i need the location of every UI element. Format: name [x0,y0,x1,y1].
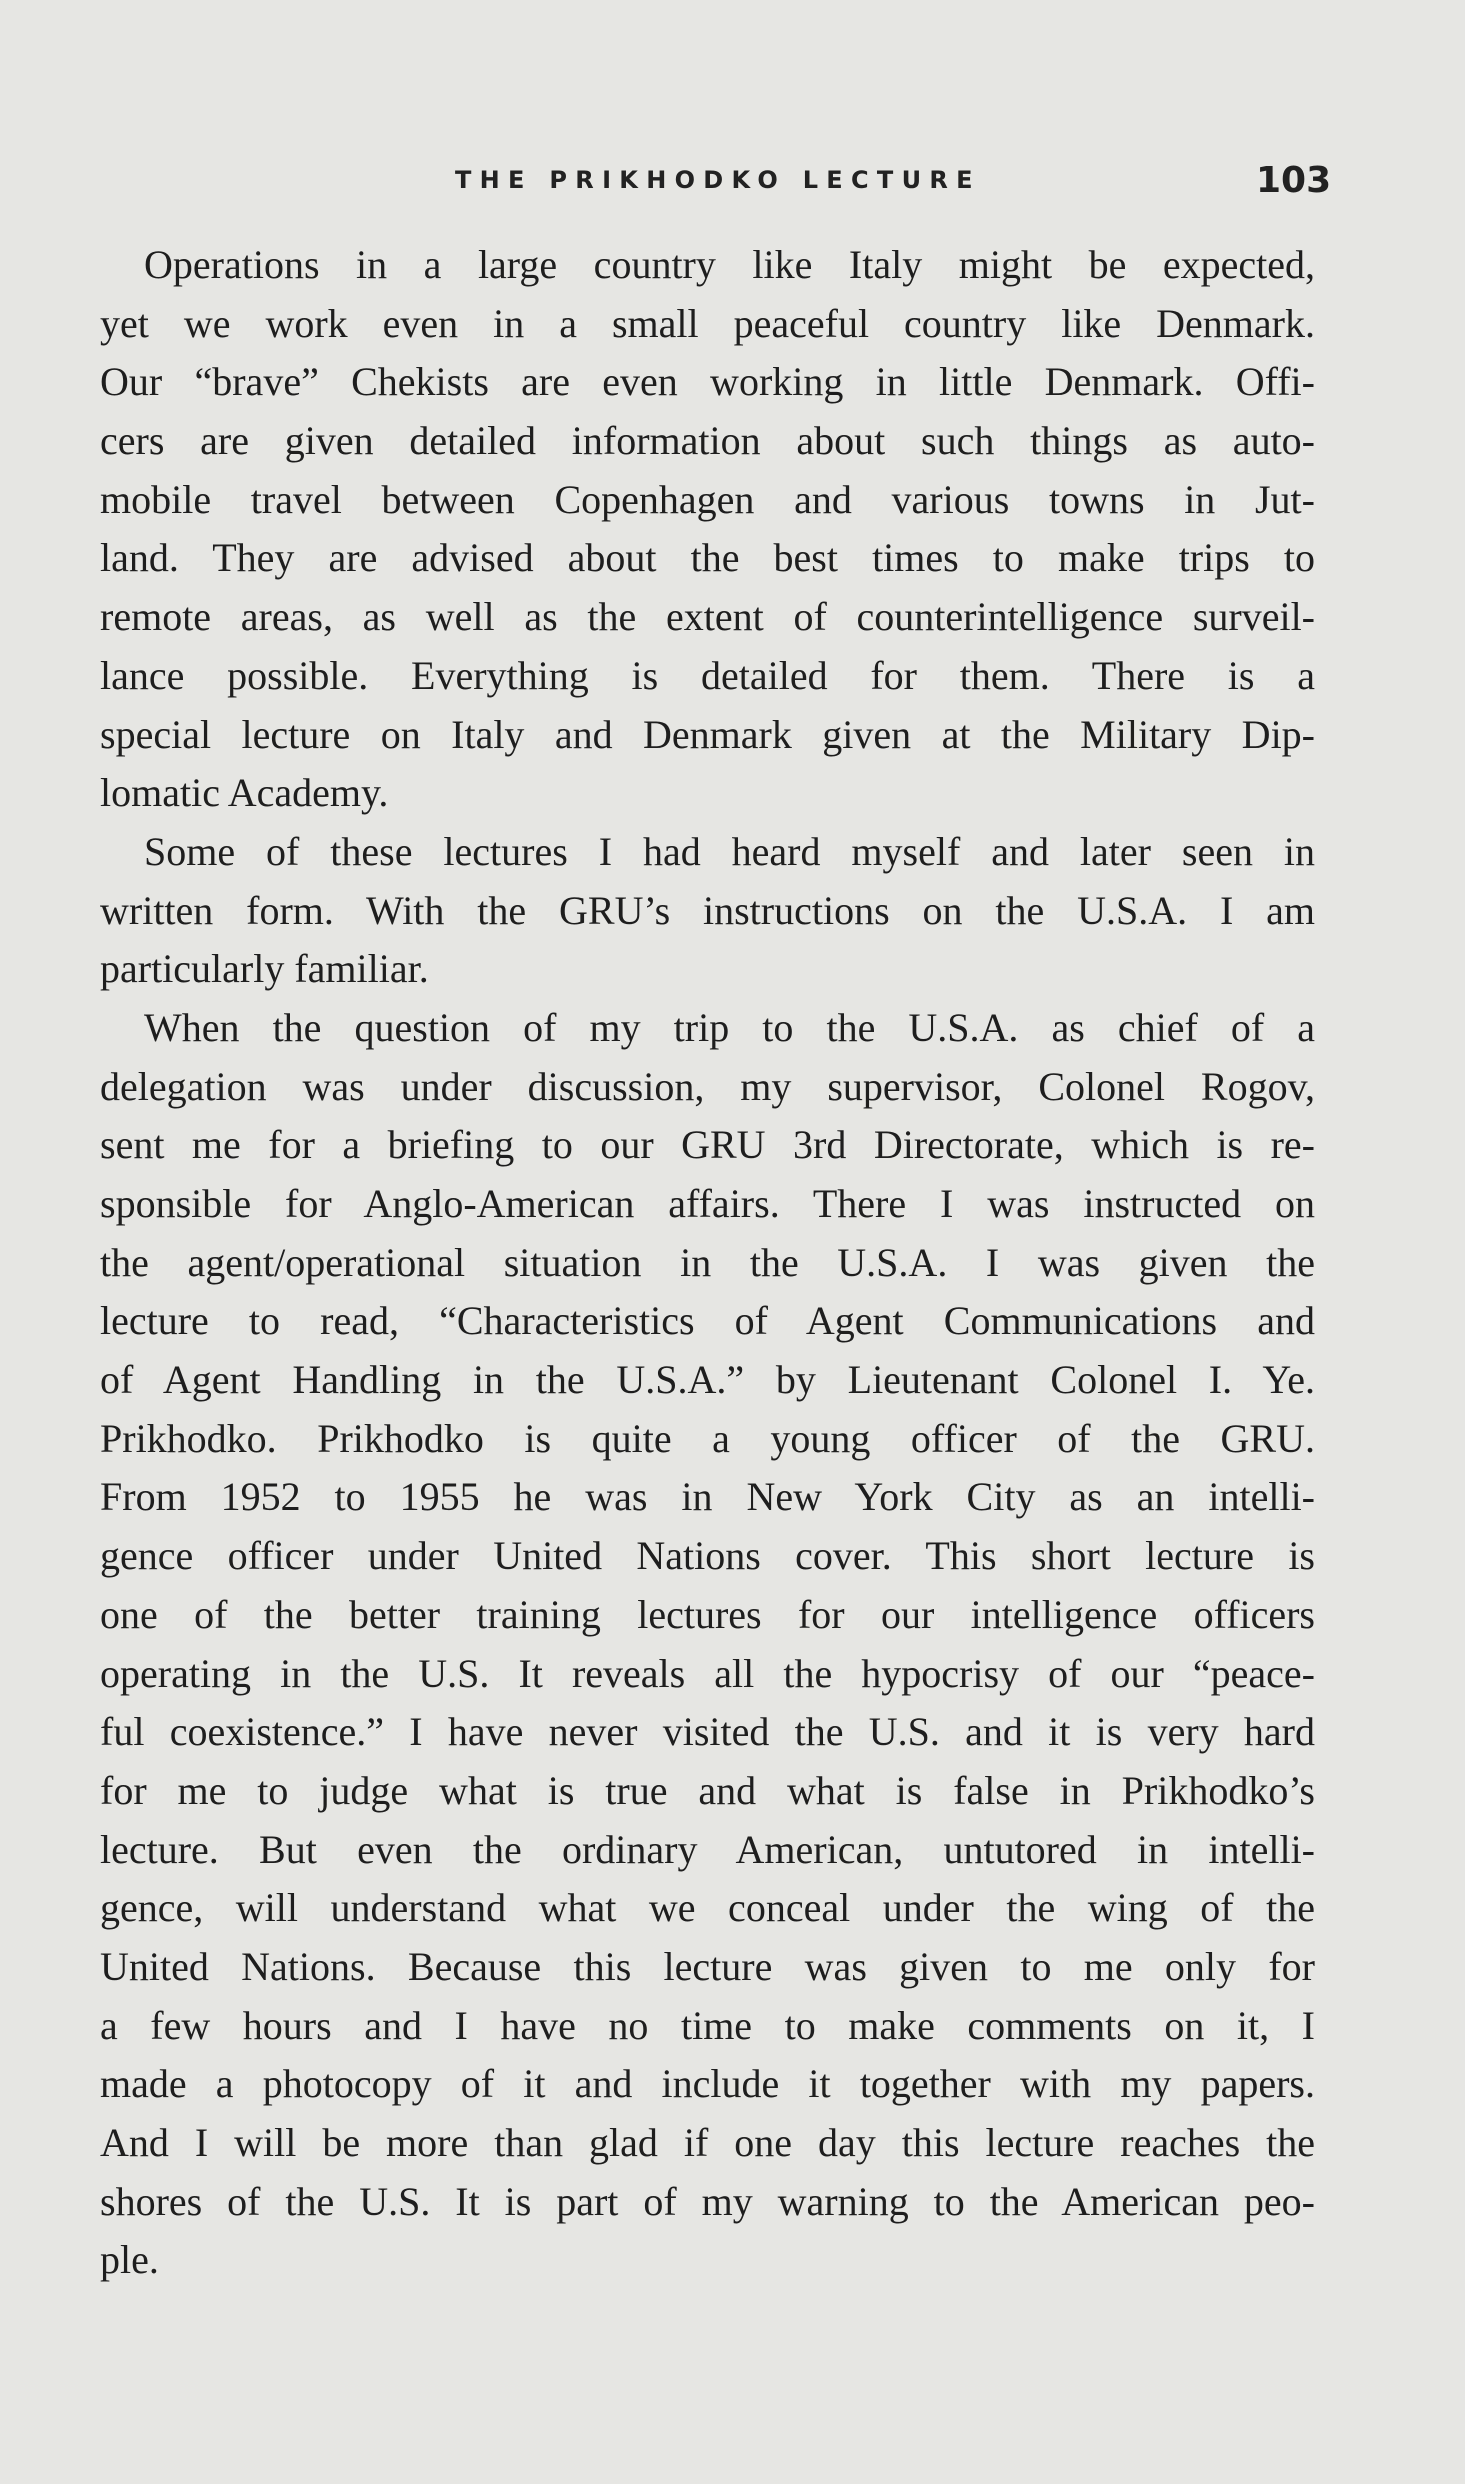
text-line: one of the better training lectures for our intelligence officers [100,1591,1315,1637]
text-line: ple. [100,2237,159,2283]
text-line: land. They are advised about the best times to make trips to [100,535,1315,581]
text-line: lecture. But even the ordinary American, untutored in intelli- [100,1826,1315,1872]
text-line: cers are given detailed information about such things as auto- [100,418,1315,464]
paragraph [100,823,1315,999]
text-line: made a photocopy of it and include it together with my papers. [100,2061,1315,2107]
text-line: the agent/operational situation in the U.S.A. I was given the [100,1239,1315,1285]
text-line: And I will be more than glad if one day this lecture reaches the [100,2120,1315,2165]
body-text [100,236,1315,2290]
paragraph [100,236,1315,823]
text-line: From 1952 to 1955 he was in New York City as an intelli- [100,1474,1315,1520]
text-line: operating in the U.S. It reveals all the hypocrisy of our “peace- [100,1650,1315,1696]
text-line: sponsible for Anglo-American affairs. There I was instructed on [100,1181,1315,1226]
text-line: written form. With the GRU’s instructions on the U.S.A. I am [100,887,1315,933]
text-line: special lecture on Italy and Denmark given at the Military Dip- [100,711,1315,757]
text-line: shores of the U.S. It is part of my warning to the American peo- [100,2178,1315,2224]
text-line: Some of these lectures I had heard myself and later seen in [144,828,1315,874]
text-line: United Nations. Because this lecture was given to me only for [100,1943,1315,1989]
text-line: Prikhodko. Prikhodko is quite a young officer of the GRU. [100,1415,1315,1461]
text-line: lomatic Academy. [100,770,389,816]
text-line: lance possible. Everything is detailed for them. There is a [100,652,1315,698]
text-line: a few hours and I have no time to make comments on it, I [100,2002,1315,2048]
text-line: Our “brave” Chekists are even working in little Denmark. Offi- [100,359,1315,405]
text-line: gence officer under United Nations cover. This short lecture is [100,1533,1315,1579]
text-line: Operations in a large country like Italy might be expected, [144,242,1315,287]
text-line: remote areas, as well as the extent of counterintelligence surveil- [100,594,1315,640]
paragraph [100,999,1315,2290]
text-line: for me to judge what is true and what is false in Prikhodko’s [100,1767,1315,1813]
text-line: sent me for a briefing to our GRU 3rd Directorate, which is re- [100,1122,1315,1168]
text-line: gence, will understand what we conceal under the wing of the [100,1885,1315,1931]
text-line: yet we work even in a small peaceful country like Denmark. [100,300,1315,346]
running-head: THE PRIKHODKO LECTURE [455,166,981,194]
text-line: particularly familiar. [100,946,429,992]
page-number: 103 [1256,160,1332,201]
text-line: of Agent Handling in the U.S.A.” by Lieutenant Colonel I. Ye. [100,1357,1315,1403]
text-line: lecture to read, “Characteristics of Agent Communications and [100,1298,1315,1344]
text-line: mobile travel between Copenhagen and various towns in Jut- [100,476,1315,522]
text-line: delegation was under discussion, my supervisor, Colonel Rogov, [100,1063,1315,1109]
text-line: When the question of my trip to the U.S.A. as chief of a [144,1004,1315,1050]
text-line: ful coexistence.” I have never visited the U.S. and it is very hard [100,1709,1315,1755]
